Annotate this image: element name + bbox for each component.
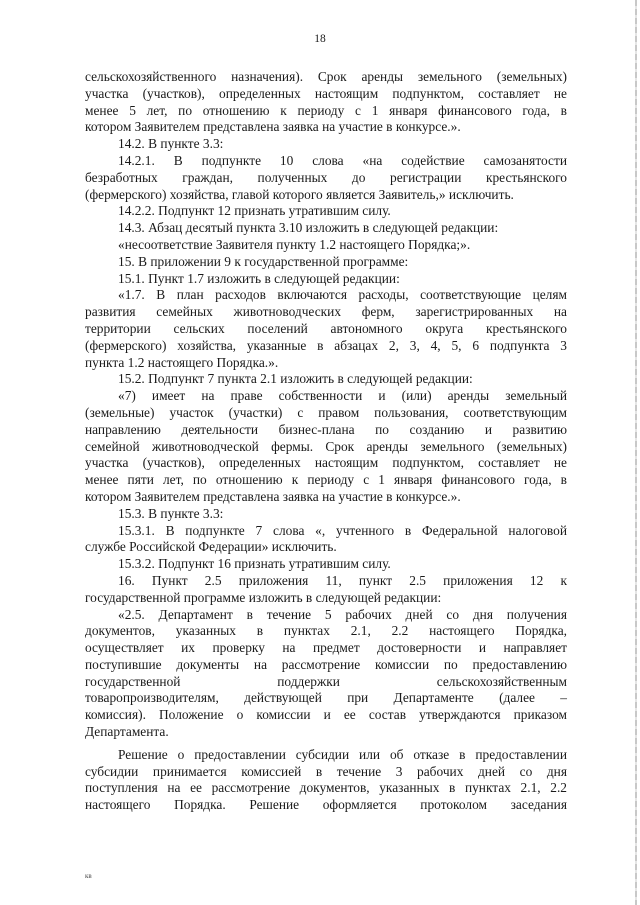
text-line: (фермерского) хозяйства, главой которого является Заявитель,» исключить. (85, 186, 514, 202)
text-line: участка (участков), определенных настоящим подпунктом, составляет не (85, 85, 567, 101)
text-line: котором Заявителем представлена заявка на участие в конкурсе.». (85, 488, 461, 504)
text-line: субсидии принимается комиссией в течение 3 рабочих дней со дня (85, 763, 567, 779)
text-line: 15.1. Пункт 1.7 изложить в следующей редакции: (118, 270, 400, 286)
text-line: менее пяти лет, по отношению к периоду с 1 января финансового года, в (85, 472, 567, 488)
text-line: пункта 1.2 настоящего Порядка.». (85, 354, 279, 370)
text-line: 15.3.1. В подпункте 7 слова «, учтенного в Федеральной налоговой (118, 522, 567, 538)
text-line: настоящего Порядка. Решение оформляется протоколом заседания (85, 797, 567, 813)
text-line: «1.7. В план расходов включаются расходы, соответствующие целям (118, 287, 567, 303)
text-line: государственной программе изложить в следующей редакции: (85, 589, 442, 605)
text-line: документов, указанных в пунктах 2.1, 2.2 настоящего Порядка, (85, 623, 567, 639)
text-line: развития семейных животноводческих ферм, зарегистрированных на (85, 304, 567, 320)
text-line: менее 5 лет, по отношению к периоду с 1 января финансового года, в (85, 102, 567, 118)
text-line: товаропроизводителям, действующей при Департаменте (далее – (85, 690, 567, 706)
text-line: 16. Пункт 2.5 приложения 11, пункт 2.5 приложения 12 к (118, 572, 567, 588)
text-line: «несоответствие Заявителя пункту 1.2 настоящего Порядка;». (118, 236, 471, 252)
text-line: 15.2. Подпункт 7 пункта 2.1 изложить в следующей редакции: (118, 371, 473, 387)
text-line: поступления на ее рассмотрение документов, указанных в пунктах 2.1, 2.2 (85, 780, 567, 796)
text-line: комиссия). Положение о комиссии и ее состав утверждаются приказом (85, 707, 567, 723)
text-line: поступившие документы на рассмотрение комиссии по предоставлению (85, 656, 567, 672)
text-line: осуществляет их проверку на предмет достоверности и направляет (85, 640, 567, 656)
document-body (85, 69, 567, 814)
text-line: «2.5. Департамент в течение 5 рабочих дней со дня получения (118, 606, 567, 622)
text-line: сельскохозяйственного назначения). Срок аренды земельного (земельных) (85, 69, 567, 84)
text-line: 14.2.2. Подпункт 12 признать утратившим силу. (118, 203, 391, 219)
text-line: 14.2. В пункте 3.3: (118, 136, 224, 152)
text-line: 15. В приложении 9 к государственной программе: (118, 253, 409, 269)
text-line: котором Заявителем представлена заявка на участие в конкурсе.». (85, 119, 461, 135)
text-line: участка (участков), определенных настоящим подпунктом, составляет не (85, 455, 567, 471)
text-line: семейной животноводческой фермы. Срок аренды земельного (земельных) (85, 438, 567, 454)
page-number: 18 (314, 33, 326, 45)
text-line: 15.3. В пункте 3.3: (118, 505, 224, 521)
text-line: территории сельских поселений автономного округа крестьянского (85, 320, 567, 336)
text-line: направлению деятельности бизнес-плана по созданию и развитию (85, 421, 567, 437)
text-line: «7) имеет на праве собственности и (или) аренды земельный (118, 388, 567, 404)
text-line: (земельные) участок (участки) с правом пользования, соответствующим (85, 404, 567, 420)
text-line: безработных граждан, полученных до регистрации крестьянского (85, 169, 567, 185)
text-line: Департамента. (85, 724, 169, 740)
text-line: Решение о предоставлении субсидии или об отказе в предоставлении (118, 746, 567, 762)
text-line: службе Российской Федерации» исключить. (85, 539, 337, 555)
text-line: (фермерского) хозяйства, указанные в абзацах 2, 3, 4, 5, 6 подпункта 3 (85, 337, 567, 353)
scan-edge (635, 0, 637, 905)
text-line: 14.3. Абзац десятый пункта 3.10 изложить в следующей редакции: (118, 220, 499, 236)
text-line: государственной поддержки сельскохозяйственным (85, 673, 567, 689)
text-line: 14.2.1. В подпункте 10 слова «на содействие самозанятости (118, 152, 567, 168)
text-line: 15.3.2. Подпункт 16 признать утратившим силу. (118, 556, 391, 572)
footer-mark: кв (85, 872, 92, 880)
